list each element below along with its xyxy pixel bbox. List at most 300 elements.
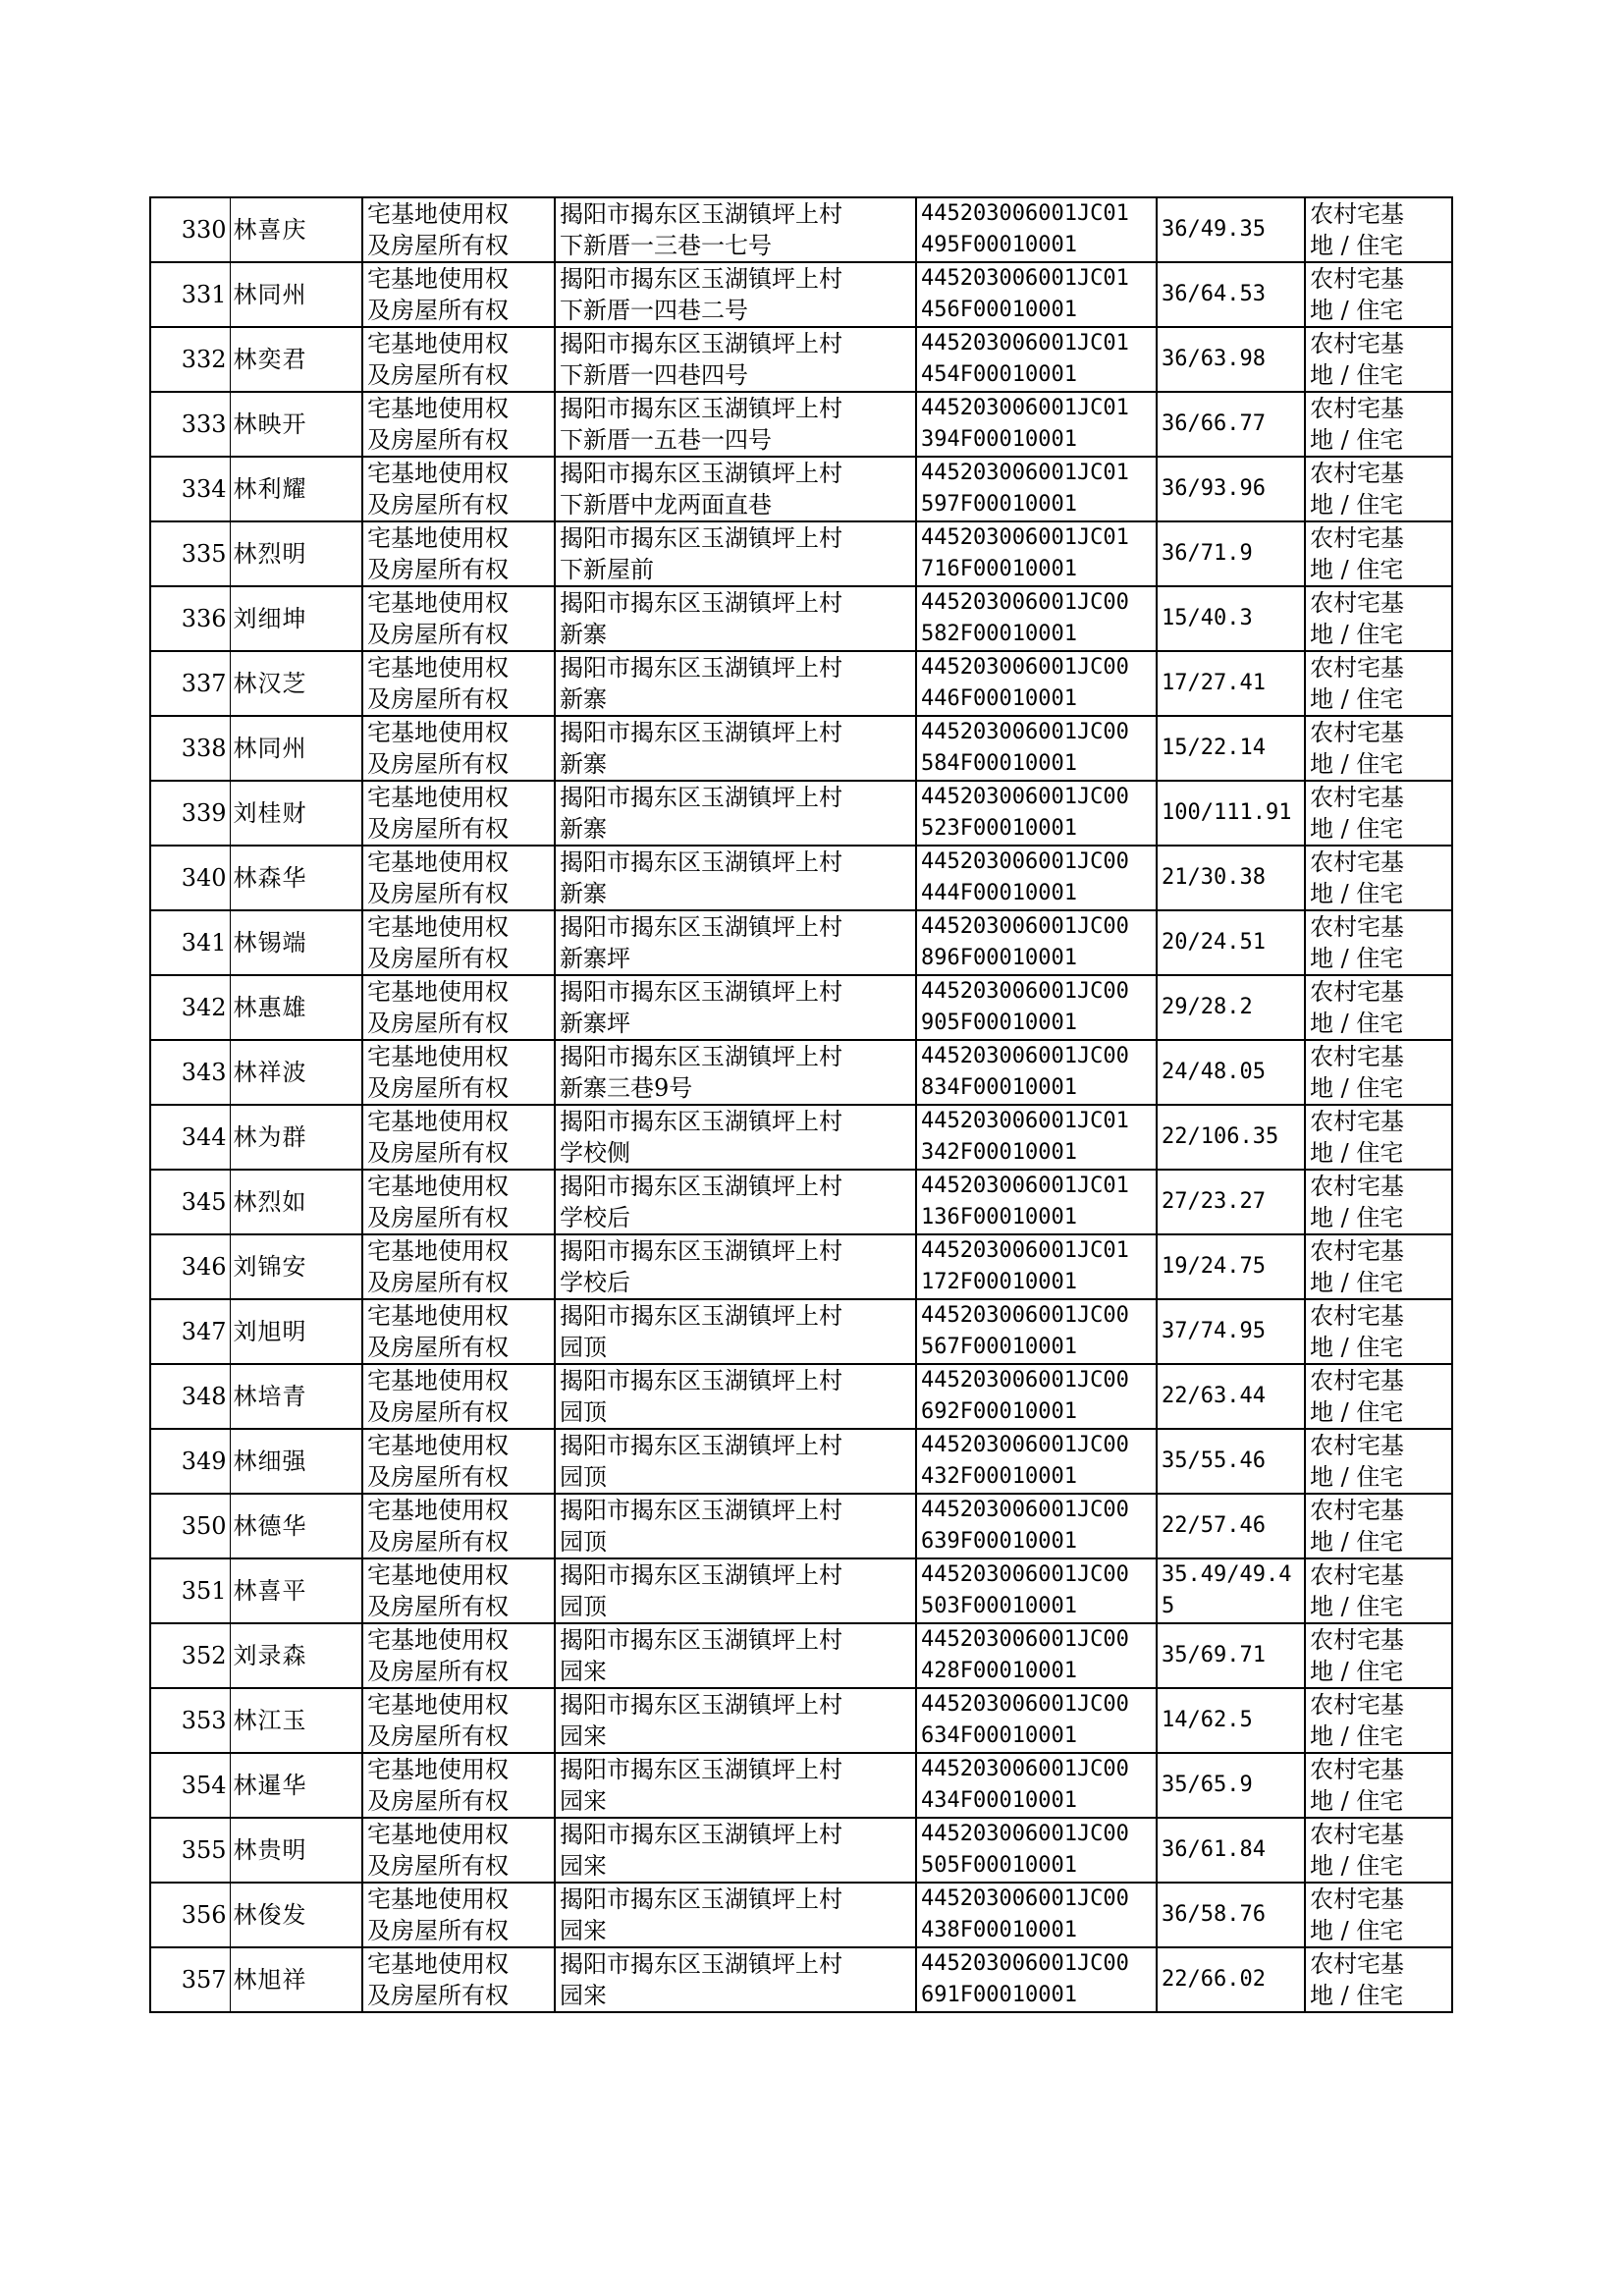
right-type-cell-line-1: 宅基地使用权 xyxy=(367,848,509,876)
right-type-cell-line-2: 及房屋所有权 xyxy=(367,1852,509,1880)
area-cell: 22/106.35 xyxy=(1157,1105,1305,1170)
address-cell-line-1: 揭阳市揭东区玉湖镇坪上村 xyxy=(560,1756,842,1783)
address-cell-line-2: 新寨 xyxy=(560,621,607,648)
address-cell-line-1: 揭阳市揭东区玉湖镇坪上村 xyxy=(560,654,842,682)
usage-cell-line-1: 农村宅基 xyxy=(1310,1756,1404,1783)
address-cell-line-1: 揭阳市揭东区玉湖镇坪上村 xyxy=(560,1885,842,1913)
area-cell: 35/65.9 xyxy=(1157,1753,1305,1818)
usage-cell-line-1: 农村宅基 xyxy=(1310,265,1404,293)
parcel-code-cell-line-1: 445203006001JC01 xyxy=(921,331,1129,355)
table-row xyxy=(150,846,1452,910)
table-row xyxy=(150,1299,1452,1364)
usage-cell-line-2: 地 / 住宅 xyxy=(1310,361,1404,389)
right-type-cell-line-1: 宅基地使用权 xyxy=(367,395,509,422)
parcel-code-cell-line-2: 896F00010001 xyxy=(921,946,1077,970)
usage-cell-line-2: 地 / 住宅 xyxy=(1310,1269,1404,1296)
address-cell xyxy=(555,392,916,457)
table-row xyxy=(150,1753,1452,1818)
area-cell: 36/61.84 xyxy=(1157,1818,1305,1883)
area-cell: 36/93.96 xyxy=(1157,457,1305,521)
right-type-cell-line-2: 及房屋所有权 xyxy=(367,1982,509,2009)
right-type-cell-line-2: 及房屋所有权 xyxy=(367,232,509,259)
usage-cell-line-1: 农村宅基 xyxy=(1310,1691,1404,1719)
address-cell-line-2: 园宩 xyxy=(560,1787,607,1815)
address-cell xyxy=(555,1623,916,1688)
right-type-cell-line-2: 及房屋所有权 xyxy=(367,1463,509,1491)
parcel-code-cell xyxy=(916,1818,1157,1883)
area-cell: 35.49/49.45 xyxy=(1157,1558,1305,1623)
usage-cell xyxy=(1305,1883,1452,1947)
owner-name-cell: 林祥波 xyxy=(230,1040,362,1105)
usage-cell-line-2: 地 / 住宅 xyxy=(1310,556,1404,583)
area-cell: 36/63.98 xyxy=(1157,327,1305,392)
table-row xyxy=(150,1170,1452,1234)
table-row xyxy=(150,521,1452,586)
parcel-code-cell xyxy=(916,327,1157,392)
parcel-code-cell-line-2: 434F00010001 xyxy=(921,1788,1077,1813)
table-row xyxy=(150,1429,1452,1494)
row-number-cell: 353 xyxy=(150,1688,230,1753)
parcel-code-cell xyxy=(916,651,1157,716)
right-type-cell xyxy=(362,1494,555,1558)
parcel-code-cell-line-2: 342F00010001 xyxy=(921,1140,1077,1165)
right-type-cell-line-2: 及房屋所有权 xyxy=(367,621,509,648)
right-type-cell-line-1: 宅基地使用权 xyxy=(367,1626,509,1654)
right-type-cell xyxy=(362,846,555,910)
table-row xyxy=(150,716,1452,781)
parcel-code-cell xyxy=(916,1883,1157,1947)
parcel-code-cell-line-1: 445203006001JC00 xyxy=(921,1692,1129,1717)
right-type-cell-line-2: 及房屋所有权 xyxy=(367,945,509,972)
area-cell: 15/40.3 xyxy=(1157,586,1305,651)
address-cell-line-1: 揭阳市揭东区玉湖镇坪上村 xyxy=(560,1173,842,1200)
right-type-cell-line-1: 宅基地使用权 xyxy=(367,1108,509,1135)
parcel-code-cell-line-2: 691F00010001 xyxy=(921,1983,1077,2007)
table-row xyxy=(150,1623,1452,1688)
right-type-cell-line-2: 及房屋所有权 xyxy=(367,750,509,778)
address-cell-line-1: 揭阳市揭东区玉湖镇坪上村 xyxy=(560,524,842,552)
address-cell-line-1: 揭阳市揭东区玉湖镇坪上村 xyxy=(560,719,842,746)
parcel-code-cell xyxy=(916,716,1157,781)
parcel-code-cell-line-1: 445203006001JC00 xyxy=(921,1498,1129,1522)
address-cell xyxy=(555,910,916,975)
usage-cell-line-1: 农村宅基 xyxy=(1310,1043,1404,1070)
parcel-code-cell-line-1: 445203006001JC00 xyxy=(921,1368,1129,1393)
usage-cell-line-2: 地 / 住宅 xyxy=(1310,815,1404,843)
parcel-code-cell xyxy=(916,262,1157,327)
right-type-cell-line-1: 宅基地使用权 xyxy=(367,1237,509,1265)
usage-cell-line-2: 地 / 住宅 xyxy=(1310,1010,1404,1037)
right-type-cell-line-2: 及房屋所有权 xyxy=(367,1334,509,1361)
right-type-cell-line-2: 及房屋所有权 xyxy=(367,1917,509,1944)
table-row xyxy=(150,327,1452,392)
table-row xyxy=(150,975,1452,1040)
table-row xyxy=(150,1947,1452,2012)
row-number-cell: 345 xyxy=(150,1170,230,1234)
address-cell-line-2: 新寨坪 xyxy=(560,1010,630,1037)
right-type-cell xyxy=(362,651,555,716)
parcel-code-cell xyxy=(916,1364,1157,1429)
usage-cell xyxy=(1305,846,1452,910)
owner-name-cell: 林贵明 xyxy=(230,1818,362,1883)
usage-cell-line-1: 农村宅基 xyxy=(1310,589,1404,617)
parcel-code-cell-line-2: 692F00010001 xyxy=(921,1399,1077,1424)
parcel-code-cell-line-1: 445203006001JC00 xyxy=(921,1303,1129,1328)
usage-cell-line-1: 农村宅基 xyxy=(1310,913,1404,941)
right-type-cell-line-2: 及房屋所有权 xyxy=(367,1593,509,1620)
parcel-code-cell xyxy=(916,457,1157,521)
right-type-cell-line-2: 及房屋所有权 xyxy=(367,361,509,389)
parcel-code-cell-line-2: 432F00010001 xyxy=(921,1464,1077,1489)
area-cell: 36/58.76 xyxy=(1157,1883,1305,1947)
address-cell-line-2: 园宩 xyxy=(560,1722,607,1750)
right-type-cell-line-1: 宅基地使用权 xyxy=(367,1302,509,1330)
address-cell-line-1: 揭阳市揭东区玉湖镇坪上村 xyxy=(560,1432,842,1459)
parcel-code-cell xyxy=(916,1494,1157,1558)
address-cell xyxy=(555,1105,916,1170)
address-cell-line-1: 揭阳市揭东区玉湖镇坪上村 xyxy=(560,848,842,876)
address-cell-line-2: 下新厝一三巷一七号 xyxy=(560,232,772,259)
area-cell: 36/71.9 xyxy=(1157,521,1305,586)
parcel-code-cell-line-1: 445203006001JC00 xyxy=(921,1951,1129,1976)
address-cell xyxy=(555,1688,916,1753)
address-cell xyxy=(555,1429,916,1494)
address-cell-line-2: 新寨 xyxy=(560,750,607,778)
table-row xyxy=(150,1105,1452,1170)
parcel-code-cell-line-2: 456F00010001 xyxy=(921,298,1077,322)
parcel-code-cell xyxy=(916,392,1157,457)
parcel-code-cell xyxy=(916,1040,1157,1105)
right-type-cell-line-2: 及房屋所有权 xyxy=(367,1269,509,1296)
address-cell-line-2: 园顶 xyxy=(560,1593,607,1620)
table-row xyxy=(150,1364,1452,1429)
parcel-code-cell-line-1: 445203006001JC00 xyxy=(921,1627,1129,1652)
table-row xyxy=(150,1688,1452,1753)
parcel-code-cell xyxy=(916,1170,1157,1234)
usage-cell xyxy=(1305,1105,1452,1170)
address-cell xyxy=(555,846,916,910)
owner-name-cell: 林惠雄 xyxy=(230,975,362,1040)
area-cell: 35/55.46 xyxy=(1157,1429,1305,1494)
usage-cell xyxy=(1305,521,1452,586)
usage-cell-line-1: 农村宅基 xyxy=(1310,1302,1404,1330)
area-cell: 27/23.27 xyxy=(1157,1170,1305,1234)
right-type-cell xyxy=(362,1623,555,1688)
address-cell-line-2: 下新屋前 xyxy=(560,556,654,583)
right-type-cell-line-2: 及房屋所有权 xyxy=(367,1528,509,1556)
usage-cell-line-2: 地 / 住宅 xyxy=(1310,945,1404,972)
address-cell-line-2: 园顶 xyxy=(560,1463,607,1491)
parcel-code-cell xyxy=(916,846,1157,910)
area-cell: 36/66.77 xyxy=(1157,392,1305,457)
right-type-cell-line-2: 及房屋所有权 xyxy=(367,880,509,907)
address-cell-line-2: 学校侧 xyxy=(560,1139,630,1167)
right-type-cell xyxy=(362,1364,555,1429)
owner-name-cell: 刘细坤 xyxy=(230,586,362,651)
right-type-cell-line-2: 及房屋所有权 xyxy=(367,1139,509,1167)
right-type-cell-line-1: 宅基地使用权 xyxy=(367,265,509,293)
owner-name-cell: 刘锦安 xyxy=(230,1234,362,1299)
parcel-code-cell-line-1: 445203006001JC00 xyxy=(921,1433,1129,1457)
usage-cell-line-2: 地 / 住宅 xyxy=(1310,621,1404,648)
right-type-cell-line-1: 宅基地使用权 xyxy=(367,978,509,1006)
usage-cell xyxy=(1305,1753,1452,1818)
area-cell: 19/24.75 xyxy=(1157,1234,1305,1299)
usage-cell xyxy=(1305,716,1452,781)
usage-cell xyxy=(1305,1623,1452,1688)
usage-cell-line-1: 农村宅基 xyxy=(1310,978,1404,1006)
table-row xyxy=(150,392,1452,457)
usage-cell xyxy=(1305,1429,1452,1494)
right-type-cell-line-1: 宅基地使用权 xyxy=(367,1432,509,1459)
table-row xyxy=(150,197,1452,262)
address-cell-line-2: 园宩 xyxy=(560,1852,607,1880)
right-type-cell xyxy=(362,457,555,521)
usage-cell-line-2: 地 / 住宅 xyxy=(1310,750,1404,778)
right-type-cell-line-2: 及房屋所有权 xyxy=(367,1398,509,1426)
right-type-cell xyxy=(362,392,555,457)
row-number-cell: 336 xyxy=(150,586,230,651)
right-type-cell-line-1: 宅基地使用权 xyxy=(367,1950,509,1978)
parcel-code-cell xyxy=(916,910,1157,975)
right-type-cell xyxy=(362,327,555,392)
parcel-code-cell-line-1: 445203006001JC00 xyxy=(921,785,1129,809)
table-row xyxy=(150,1494,1452,1558)
row-number-cell: 334 xyxy=(150,457,230,521)
parcel-code-cell-line-1: 445203006001JC00 xyxy=(921,979,1129,1004)
right-type-cell xyxy=(362,1170,555,1234)
row-number-cell: 332 xyxy=(150,327,230,392)
right-type-cell-line-1: 宅基地使用权 xyxy=(367,1173,509,1200)
parcel-code-cell-line-1: 445203006001JC01 xyxy=(921,396,1129,420)
right-type-cell xyxy=(362,1234,555,1299)
right-type-cell xyxy=(362,1753,555,1818)
usage-cell-line-2: 地 / 住宅 xyxy=(1310,1334,1404,1361)
right-type-cell-line-1: 宅基地使用权 xyxy=(367,200,509,228)
parcel-code-cell-line-2: 567F00010001 xyxy=(921,1335,1077,1359)
owner-name-cell: 林烈明 xyxy=(230,521,362,586)
address-cell xyxy=(555,1234,916,1299)
owner-name-cell: 林汉芝 xyxy=(230,651,362,716)
owner-name-cell: 林利耀 xyxy=(230,457,362,521)
row-number-cell: 343 xyxy=(150,1040,230,1105)
usage-cell-line-1: 农村宅基 xyxy=(1310,1821,1404,1848)
usage-cell xyxy=(1305,392,1452,457)
address-cell-line-1: 揭阳市揭东区玉湖镇坪上村 xyxy=(560,1237,842,1265)
address-cell xyxy=(555,1883,916,1947)
right-type-cell-line-2: 及房屋所有权 xyxy=(367,1787,509,1815)
address-cell-line-2: 园宩 xyxy=(560,1982,607,2009)
usage-cell-line-2: 地 / 住宅 xyxy=(1310,1528,1404,1556)
right-type-cell-line-2: 及房屋所有权 xyxy=(367,1204,509,1231)
usage-cell xyxy=(1305,910,1452,975)
parcel-code-cell-line-2: 523F00010001 xyxy=(921,816,1077,841)
parcel-code-cell xyxy=(916,781,1157,846)
usage-cell-line-1: 农村宅基 xyxy=(1310,200,1404,228)
usage-cell-line-2: 地 / 住宅 xyxy=(1310,297,1404,324)
address-cell-line-2: 园顶 xyxy=(560,1528,607,1556)
address-cell-line-1: 揭阳市揭东区玉湖镇坪上村 xyxy=(560,1950,842,1978)
row-number-cell: 348 xyxy=(150,1364,230,1429)
row-number-cell: 338 xyxy=(150,716,230,781)
row-number-cell: 355 xyxy=(150,1818,230,1883)
area-cell: 24/48.05 xyxy=(1157,1040,1305,1105)
usage-cell xyxy=(1305,1818,1452,1883)
usage-cell xyxy=(1305,1299,1452,1364)
table-body xyxy=(150,197,1452,2012)
usage-cell-line-2: 地 / 住宅 xyxy=(1310,1982,1404,2009)
parcel-code-cell-line-2: 716F00010001 xyxy=(921,557,1077,581)
area-cell: 22/57.46 xyxy=(1157,1494,1305,1558)
address-cell-line-1: 揭阳市揭东区玉湖镇坪上村 xyxy=(560,1367,842,1394)
parcel-code-cell-line-1: 445203006001JC01 xyxy=(921,525,1129,550)
usage-cell xyxy=(1305,975,1452,1040)
usage-cell-line-1: 农村宅基 xyxy=(1310,460,1404,487)
row-number-cell: 339 xyxy=(150,781,230,846)
parcel-code-cell xyxy=(916,1299,1157,1364)
parcel-code-cell-line-2: 834F00010001 xyxy=(921,1075,1077,1100)
usage-cell-line-2: 地 / 住宅 xyxy=(1310,1204,1404,1231)
area-cell: 36/64.53 xyxy=(1157,262,1305,327)
address-cell-line-2: 园顶 xyxy=(560,1334,607,1361)
right-type-cell-line-1: 宅基地使用权 xyxy=(367,1885,509,1913)
address-cell-line-1: 揭阳市揭东区玉湖镇坪上村 xyxy=(560,1108,842,1135)
row-number-cell: 350 xyxy=(150,1494,230,1558)
owner-name-cell: 刘旭明 xyxy=(230,1299,362,1364)
usage-cell xyxy=(1305,586,1452,651)
address-cell-line-1: 揭阳市揭东区玉湖镇坪上村 xyxy=(560,330,842,357)
owner-name-cell: 林喜平 xyxy=(230,1558,362,1623)
parcel-code-cell-line-2: 394F00010001 xyxy=(921,427,1077,452)
row-number-cell: 333 xyxy=(150,392,230,457)
right-type-cell xyxy=(362,197,555,262)
usage-cell-line-1: 农村宅基 xyxy=(1310,330,1404,357)
area-cell: 21/30.38 xyxy=(1157,846,1305,910)
parcel-code-cell xyxy=(916,1105,1157,1170)
address-cell-line-1: 揭阳市揭东区玉湖镇坪上村 xyxy=(560,1497,842,1524)
table-row xyxy=(150,781,1452,846)
right-type-cell xyxy=(362,1688,555,1753)
address-cell xyxy=(555,1364,916,1429)
right-type-cell-line-1: 宅基地使用权 xyxy=(367,1367,509,1394)
right-type-cell xyxy=(362,586,555,651)
address-cell-line-1: 揭阳市揭东区玉湖镇坪上村 xyxy=(560,589,842,617)
table-row xyxy=(150,910,1452,975)
address-cell xyxy=(555,457,916,521)
address-cell xyxy=(555,716,916,781)
right-type-cell-line-1: 宅基地使用权 xyxy=(367,719,509,746)
right-type-cell-line-1: 宅基地使用权 xyxy=(367,784,509,811)
usage-cell-line-1: 农村宅基 xyxy=(1310,784,1404,811)
area-cell: 36/49.35 xyxy=(1157,197,1305,262)
owner-name-cell: 林奕君 xyxy=(230,327,362,392)
right-type-cell-line-1: 宅基地使用权 xyxy=(367,1756,509,1783)
usage-cell xyxy=(1305,457,1452,521)
parcel-code-cell xyxy=(916,1688,1157,1753)
right-type-cell-line-1: 宅基地使用权 xyxy=(367,1561,509,1589)
usage-cell xyxy=(1305,1040,1452,1105)
parcel-code-cell-line-2: 454F00010001 xyxy=(921,362,1077,387)
row-number-cell: 337 xyxy=(150,651,230,716)
address-cell-line-1: 揭阳市揭东区玉湖镇坪上村 xyxy=(560,460,842,487)
parcel-code-cell xyxy=(916,1558,1157,1623)
parcel-code-cell-line-1: 445203006001JC00 xyxy=(921,1757,1129,1781)
row-number-cell: 354 xyxy=(150,1753,230,1818)
usage-cell-line-1: 农村宅基 xyxy=(1310,1367,1404,1394)
address-cell-line-2: 新寨 xyxy=(560,685,607,713)
address-cell xyxy=(555,781,916,846)
parcel-code-cell-line-2: 503F00010001 xyxy=(921,1594,1077,1618)
parcel-code-cell-line-2: 428F00010001 xyxy=(921,1659,1077,1683)
registry-table xyxy=(149,196,1453,2013)
parcel-code-cell-line-1: 445203006001JC00 xyxy=(921,1822,1129,1846)
address-cell xyxy=(555,586,916,651)
usage-cell-line-2: 地 / 住宅 xyxy=(1310,1917,1404,1944)
parcel-code-cell-line-1: 445203006001JC00 xyxy=(921,1044,1129,1068)
row-number-cell: 331 xyxy=(150,262,230,327)
right-type-cell-line-2: 及房屋所有权 xyxy=(367,1722,509,1750)
row-number-cell: 335 xyxy=(150,521,230,586)
usage-cell xyxy=(1305,197,1452,262)
address-cell xyxy=(555,651,916,716)
usage-cell xyxy=(1305,651,1452,716)
usage-cell-line-1: 农村宅基 xyxy=(1310,1497,1404,1524)
parcel-code-cell-line-2: 634F00010001 xyxy=(921,1723,1077,1748)
right-type-cell-line-2: 及房屋所有权 xyxy=(367,491,509,519)
address-cell-line-2: 新寨三巷9号 xyxy=(560,1074,693,1102)
table-row xyxy=(150,1883,1452,1947)
right-type-cell-line-2: 及房屋所有权 xyxy=(367,1658,509,1685)
usage-cell-line-2: 地 / 住宅 xyxy=(1310,1852,1404,1880)
row-number-cell: 340 xyxy=(150,846,230,910)
address-cell-line-2: 学校后 xyxy=(560,1204,630,1231)
table-row xyxy=(150,586,1452,651)
address-cell-line-2: 学校后 xyxy=(560,1269,630,1296)
address-cell xyxy=(555,327,916,392)
right-type-cell-line-1: 宅基地使用权 xyxy=(367,654,509,682)
address-cell-line-2: 园顶 xyxy=(560,1398,607,1426)
usage-cell-line-1: 农村宅基 xyxy=(1310,1173,1404,1200)
address-cell-line-1: 揭阳市揭东区玉湖镇坪上村 xyxy=(560,978,842,1006)
owner-name-cell: 林同州 xyxy=(230,262,362,327)
parcel-code-cell xyxy=(916,1429,1157,1494)
usage-cell-line-1: 农村宅基 xyxy=(1310,1237,1404,1265)
area-cell: 29/28.2 xyxy=(1157,975,1305,1040)
usage-cell xyxy=(1305,781,1452,846)
owner-name-cell: 林江玉 xyxy=(230,1688,362,1753)
row-number-cell: 352 xyxy=(150,1623,230,1688)
usage-cell-line-1: 农村宅基 xyxy=(1310,719,1404,746)
parcel-code-cell xyxy=(916,975,1157,1040)
owner-name-cell: 林烈如 xyxy=(230,1170,362,1234)
parcel-code-cell-line-1: 445203006001JC01 xyxy=(921,1238,1129,1263)
usage-cell-line-2: 地 / 住宅 xyxy=(1310,491,1404,519)
parcel-code-cell-line-1: 445203006001JC01 xyxy=(921,201,1129,226)
area-cell: 20/24.51 xyxy=(1157,910,1305,975)
address-cell xyxy=(555,197,916,262)
address-cell-line-1: 揭阳市揭东区玉湖镇坪上村 xyxy=(560,1302,842,1330)
owner-name-cell: 林森华 xyxy=(230,846,362,910)
usage-cell xyxy=(1305,1170,1452,1234)
usage-cell-line-2: 地 / 住宅 xyxy=(1310,1787,1404,1815)
right-type-cell xyxy=(362,1299,555,1364)
parcel-code-cell xyxy=(916,1753,1157,1818)
table-row xyxy=(150,1818,1452,1883)
owner-name-cell: 林同州 xyxy=(230,716,362,781)
parcel-code-cell xyxy=(916,1234,1157,1299)
row-number-cell: 344 xyxy=(150,1105,230,1170)
address-cell xyxy=(555,1753,916,1818)
